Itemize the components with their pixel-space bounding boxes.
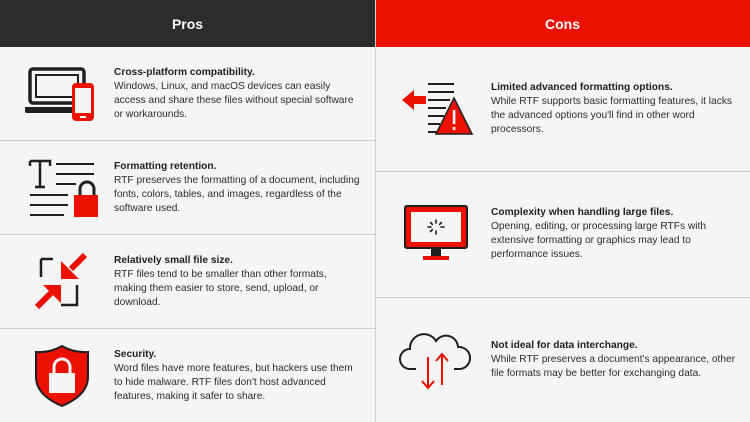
pro-title: Formatting retention. [114, 160, 217, 172]
pro-body: RTF files tend to be smaller than other formats, making them easier to store, send, upload, or download. [114, 268, 327, 308]
con-item-limited-formatting [375, 47, 750, 172]
pro-body: Windows, Linux, and macOS devices can easily access and share these files without special software or workarounds. [114, 80, 354, 120]
pro-title: Security. [114, 348, 157, 360]
pro-body: RTF preserves the formatting of a document, including fonts, colors, tables, and images, regardless of the software used. [114, 174, 360, 214]
cons-header: Cons [375, 0, 750, 47]
pro-title: Relatively small file size. [114, 254, 233, 266]
warning-format-icon [393, 74, 479, 144]
con-item-data-interchange [375, 298, 750, 422]
compress-arrows-icon [22, 247, 102, 317]
cloud-transfer-icon [393, 325, 479, 395]
con-body: Opening, editing, or processing large RTFs with extensive formatting or graphics may lead to performance issues. [491, 221, 706, 261]
pro-item-formatting-retention [0, 141, 375, 235]
pros-header: Pros [0, 0, 375, 47]
pro-item-security [0, 329, 375, 422]
text-lock-icon [22, 153, 102, 223]
pro-title: Cross-platform compatibility. [114, 66, 255, 78]
pro-item-cross-platform [0, 47, 375, 141]
con-body: While RTF preserves a document's appearance, other file formats may be better for exchanging data. [491, 353, 736, 379]
pro-body: Word files have more features, but hackers use them to hide malware. RTF files don't host advanced features, making it safer to share. [114, 362, 353, 402]
con-body: While RTF supports basic formatting features, it lacks the advanced options you'll find in other word processors. [491, 96, 733, 136]
con-title: Not ideal for data interchange. [491, 339, 638, 351]
monitor-loading-icon [393, 199, 479, 269]
con-title: Complexity when handling large files. [491, 207, 674, 219]
cons-column [375, 0, 750, 422]
shield-lock-icon [22, 341, 102, 411]
con-item-large-files [375, 172, 750, 297]
laptop-phone-icon [22, 59, 102, 129]
column-divider [375, 0, 376, 422]
con-title: Limited advanced formatting options. [491, 82, 673, 94]
pro-item-small-file-size [0, 235, 375, 329]
